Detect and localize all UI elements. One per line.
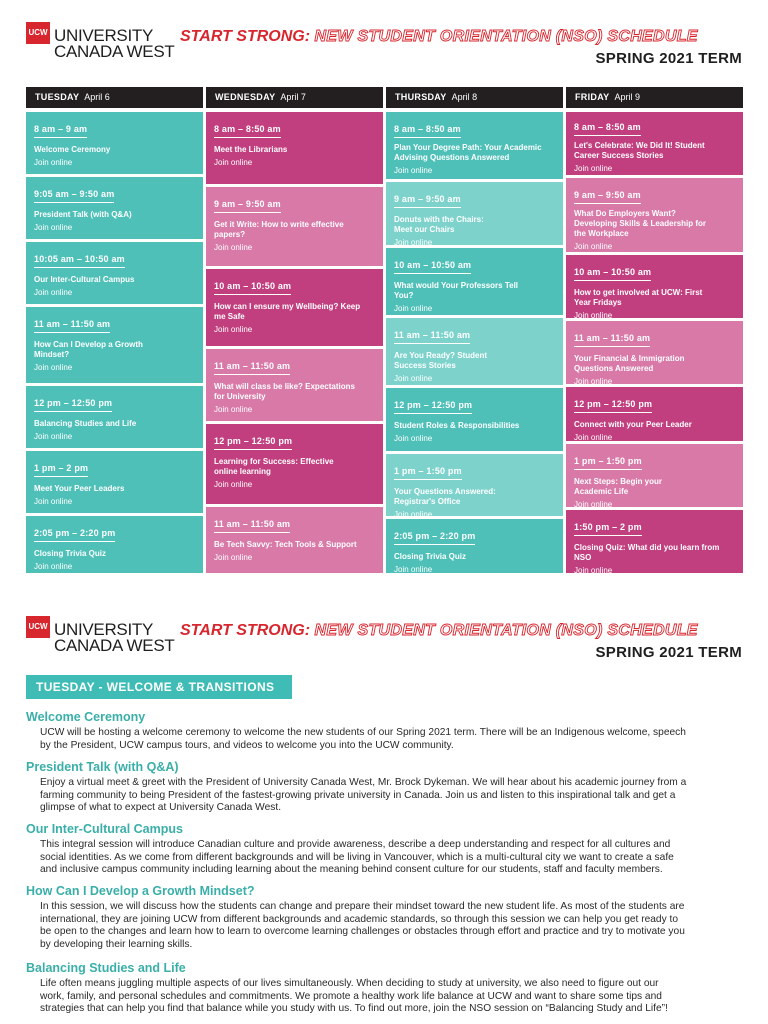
logo-line-1: UNIVERSITY <box>54 26 154 45</box>
session-title: Balancing Studies and Life <box>34 419 137 428</box>
session-time: 10 am – 10:50 am <box>394 260 471 274</box>
join-online-link[interactable]: Join online <box>574 242 613 251</box>
join-online-link[interactable]: Join online <box>34 288 73 297</box>
session-time: 2:05 pm – 2:20 pm <box>34 528 115 542</box>
join-online-link[interactable]: Join online <box>394 304 433 313</box>
session-title: Your Questions Answered: Registrar's Office <box>394 487 496 506</box>
day-date: April 8 <box>451 92 478 102</box>
session-time: 11 am – 11:50 am <box>574 333 650 347</box>
logo-line-1: UNIVERSITY <box>54 620 154 639</box>
session-block[interactable] <box>566 112 743 175</box>
session-title: Get it Write: How to write effective papers? <box>214 220 344 239</box>
session-block[interactable] <box>566 178 743 252</box>
detail-heading: How Can I Develop a Growth Mindset? <box>26 884 255 898</box>
join-online-link[interactable]: Join online <box>214 480 253 489</box>
detail-line: international, they are joining UCW from different backgrounds and academic standards, so through this session we can help you get ready to <box>40 913 679 925</box>
detail-line: by developing their learning skills. <box>40 938 193 950</box>
session-title: Meet Your Peer Leaders <box>34 484 125 493</box>
day-header <box>386 87 563 108</box>
join-online-link[interactable]: Join online <box>34 158 73 167</box>
session-title: What would Your Professors Tell You? <box>394 281 519 300</box>
term-label: SPRING 2021 TERM <box>595 644 742 661</box>
detail-line: UCW will be hosting a welcome ceremony to welcome the new students of our Spring 2021 term. There will be an Indigenous welcome, speech <box>40 727 686 738</box>
session-block[interactable] <box>206 112 383 184</box>
headline <box>180 28 698 46</box>
detail-line: This integral session will introduce Canadian culture and provide awareness, describe a deep understanding and respect for all cultures and <box>40 839 671 850</box>
join-online-link[interactable]: Join online <box>394 510 433 519</box>
session-title: Be Tech Savvy: Tech Tools & Support <box>214 540 357 549</box>
headline-rest: NEW STUDENT ORIENTATION (NSO) SCHEDULE <box>314 622 698 639</box>
session-block[interactable] <box>26 242 203 304</box>
session-block[interactable] <box>206 187 383 266</box>
detail-line: Life often means juggling multiple aspects of our lives simultaneously. When deciding to study at university, we also need to figure out our <box>40 978 659 989</box>
join-online-link[interactable]: Join online <box>574 164 613 173</box>
logo-line-2: CANADA WEST <box>54 636 175 655</box>
join-online-link[interactable]: Join online <box>394 434 433 443</box>
join-online-link[interactable]: Join online <box>214 553 253 562</box>
day-column-wednesday <box>206 87 383 573</box>
join-online-link[interactable]: Join online <box>394 238 433 247</box>
detail-line: glimpse of what to expect at University Canada West. <box>40 802 282 813</box>
session-block[interactable] <box>26 386 203 448</box>
session-block[interactable] <box>566 387 743 441</box>
session-title: Closing Quiz: What did you learn from NSO <box>574 543 720 562</box>
session-block[interactable] <box>26 451 203 513</box>
detail-line: and inclusive campus community including learning about the meaning behind consent culture for our students, staff and faculty members. <box>40 864 663 875</box>
session-time: 1:50 pm – 2 pm <box>574 522 642 536</box>
session-title: Student Roles & Responsibilities <box>394 421 520 430</box>
page-header-bottom <box>0 616 768 676</box>
detail-line: farming community to being President of the fastest-growing private university in Canada. Join us and listen to this inspirational talk and get a <box>40 789 676 801</box>
session-title: Learning for Success: Effective online learning <box>214 457 334 476</box>
session-title: Are You Ready? Student Success Stories <box>394 351 488 370</box>
join-online-link[interactable]: Join online <box>574 500 613 509</box>
session-time: 12 pm – 12:50 pm <box>574 399 652 413</box>
detail-line: by the President, UCW campus tours, and videos to welcome you into the UCW community. <box>40 739 454 751</box>
join-online-link[interactable]: Join online <box>394 166 433 175</box>
session-block[interactable] <box>206 507 383 573</box>
session-block[interactable] <box>206 349 383 421</box>
join-online-link[interactable]: Join online <box>34 497 73 506</box>
session-title: Donuts with the Chairs: Meet our Chairs <box>394 215 484 234</box>
day-header <box>26 87 203 108</box>
session-title: Our Inter-Cultural Campus <box>34 275 135 284</box>
term-label: SPRING 2021 TERM <box>595 50 742 67</box>
session-title: Meet the Librarians <box>214 145 288 154</box>
page-header-top <box>0 22 768 82</box>
session-title: Connect with your Peer Leader <box>574 420 692 429</box>
detail-text <box>40 777 746 815</box>
session-time: 11 am – 11:50 am <box>214 519 290 533</box>
session-title: President Talk (with Q&A) <box>34 210 132 219</box>
session-time: 10 am – 10:50 am <box>214 281 291 295</box>
session-block[interactable] <box>566 255 743 318</box>
headline-strong: START STRONG: <box>180 28 311 45</box>
session-block[interactable] <box>386 388 563 451</box>
join-online-link[interactable]: Join online <box>34 562 73 571</box>
session-block[interactable] <box>26 177 203 239</box>
session-time: 9:05 am – 9:50 am <box>34 189 114 203</box>
session-block[interactable] <box>206 424 383 504</box>
session-block[interactable] <box>386 318 563 385</box>
session-block[interactable] <box>386 112 563 179</box>
detail-line: be open to the changes and learn how to learn to overcome learning challenges or obstacles through effort and practice and try to motivate you <box>40 926 685 937</box>
session-time: 10:05 am – 10:50 am <box>34 254 125 268</box>
headline-rest: NEW STUDENT ORIENTATION (NSO) SCHEDULE <box>314 28 698 45</box>
session-time: 8 am – 8:50 am <box>394 124 461 138</box>
detail-line: social identities. As we come from different backgrounds and will be living in Vancouver, which is a multi-cultural city we want to create a safe <box>40 851 674 863</box>
session-block[interactable] <box>26 516 203 573</box>
headline <box>180 622 698 640</box>
session-block[interactable] <box>26 307 203 383</box>
session-time: 10 am – 10:50 am <box>574 267 651 281</box>
detail-line: Enjoy a virtual meet & greet with the President of University Canada West, Mr. Brock Dykeman. We will hear about his academic journey from a <box>40 777 687 788</box>
detail-line: work, family, and personal schedules and commitments. We promote a healthy work life balance at UCW and want to share some tips and <box>40 990 662 1002</box>
detail-text <box>40 901 746 951</box>
detail-line: In this session, we will discuss how the students can change and prepare their mindset toward the new student life. As most of the students are <box>40 901 685 912</box>
session-block[interactable] <box>26 112 203 174</box>
session-time: 12 pm – 12:50 pm <box>214 436 292 450</box>
detail-text <box>40 978 746 1016</box>
day-column-thursday <box>386 87 563 573</box>
join-online-link[interactable]: Join online <box>394 374 433 383</box>
detail-heading: Our Inter-Cultural Campus <box>26 822 183 836</box>
detail-heading: President Talk (with Q&A) <box>26 760 179 774</box>
join-online-link[interactable]: Join online <box>34 432 73 441</box>
session-block[interactable] <box>386 454 563 519</box>
join-online-link[interactable]: Join online <box>574 377 613 386</box>
day-header <box>566 87 743 108</box>
session-block[interactable] <box>386 248 563 315</box>
logo-mark: UCW <box>26 616 50 638</box>
day-date: April 9 <box>614 92 640 102</box>
session-title: Welcome Ceremony <box>34 145 111 154</box>
session-time: 8 am – 9 am <box>34 124 87 138</box>
session-block[interactable] <box>386 519 563 573</box>
join-online-link[interactable]: Join online <box>34 223 73 232</box>
join-online-link[interactable]: Join online <box>34 363 73 372</box>
day-column-tuesday <box>26 87 203 573</box>
session-block[interactable] <box>566 510 743 573</box>
section-title: TUESDAY - WELCOME & TRANSITIONS <box>26 675 292 699</box>
session-title: Next Steps: Begin your Academic Life <box>574 477 663 496</box>
day-name: THURSDAY <box>395 92 447 102</box>
session-title: Let's Celebrate: We Did It! Student Career Success Stories <box>574 141 705 160</box>
join-online-link[interactable]: Join online <box>574 433 613 442</box>
day-date: April 6 <box>84 92 110 102</box>
session-time: 1 pm – 1:50 pm <box>394 466 462 480</box>
session-title: How to get involved at UCW: First Year Fridays <box>574 288 703 307</box>
session-time: 9 am – 9:50 am <box>574 190 641 204</box>
logo-line-2: CANADA WEST <box>54 42 175 61</box>
session-time: 1 pm – 2 pm <box>34 463 88 477</box>
session-time: 1 pm – 1:50 pm <box>574 456 642 470</box>
session-title: Closing Trivia Quiz <box>34 549 107 558</box>
join-online-link[interactable]: Join online <box>574 311 613 320</box>
session-time: 12 pm – 12:50 pm <box>34 398 112 412</box>
detail-heading: Balancing Studies and Life <box>26 961 186 975</box>
day-name: WEDNESDAY <box>215 92 276 102</box>
session-block[interactable] <box>206 269 383 346</box>
session-time: 9 am – 9:50 am <box>394 194 461 208</box>
detail-text <box>40 727 746 752</box>
logo-mark: UCW <box>26 22 50 44</box>
headline-strong: START STRONG: <box>180 622 311 639</box>
session-time: 2:05 pm – 2:20 pm <box>394 531 475 545</box>
session-block[interactable] <box>566 444 743 507</box>
detail-line: strategies that can help you find that balance while you study with us. To find out more, join the NSO session on “Balancing Study and Life”! <box>40 1003 668 1014</box>
join-online-link[interactable]: Join online <box>214 158 253 167</box>
session-title: Your Financial & Immigration Questions Answered <box>574 354 685 373</box>
session-time: 8 am – 8:50 am <box>574 122 641 136</box>
session-time: 11 am – 11:50 am <box>214 361 290 375</box>
session-time: 9 am – 9:50 am <box>214 199 281 213</box>
session-block[interactable] <box>386 182 563 245</box>
day-column-friday <box>566 87 743 573</box>
session-time: 11 am – 11:50 am <box>394 330 470 344</box>
session-block[interactable] <box>566 321 743 384</box>
session-title: How Can I Develop a Growth Mindset? <box>34 340 143 359</box>
day-header <box>206 87 383 108</box>
session-title: Plan Your Degree Path: Your Academic Advising Questions Answered <box>394 143 542 162</box>
detail-heading: Welcome Ceremony <box>26 710 146 724</box>
join-online-link[interactable]: Join online <box>214 405 253 414</box>
session-time: 8 am – 8:50 am <box>214 124 281 138</box>
session-time: 11 am – 11:50 am <box>34 319 110 333</box>
session-title: Closing Trivia Quiz <box>394 552 467 561</box>
session-time: 12 pm – 12:50 pm <box>394 400 472 414</box>
schedule-grid <box>26 87 743 573</box>
day-name: FRIDAY <box>575 92 610 102</box>
join-online-link[interactable]: Join online <box>574 566 613 575</box>
day-name: TUESDAY <box>35 92 80 102</box>
join-online-link[interactable]: Join online <box>214 325 253 334</box>
session-title: How can I ensure my Wellbeing? Keep me Safe <box>214 302 361 321</box>
detail-text <box>40 839 746 877</box>
session-title: What Do Employers Want? Developing Skills & Leadership for the Workplace <box>574 209 707 238</box>
join-online-link[interactable]: Join online <box>214 243 253 252</box>
session-title: What will class be like? Expectations for University <box>214 382 355 401</box>
join-online-link[interactable]: Join online <box>394 565 433 574</box>
day-date: April 7 <box>280 92 306 102</box>
